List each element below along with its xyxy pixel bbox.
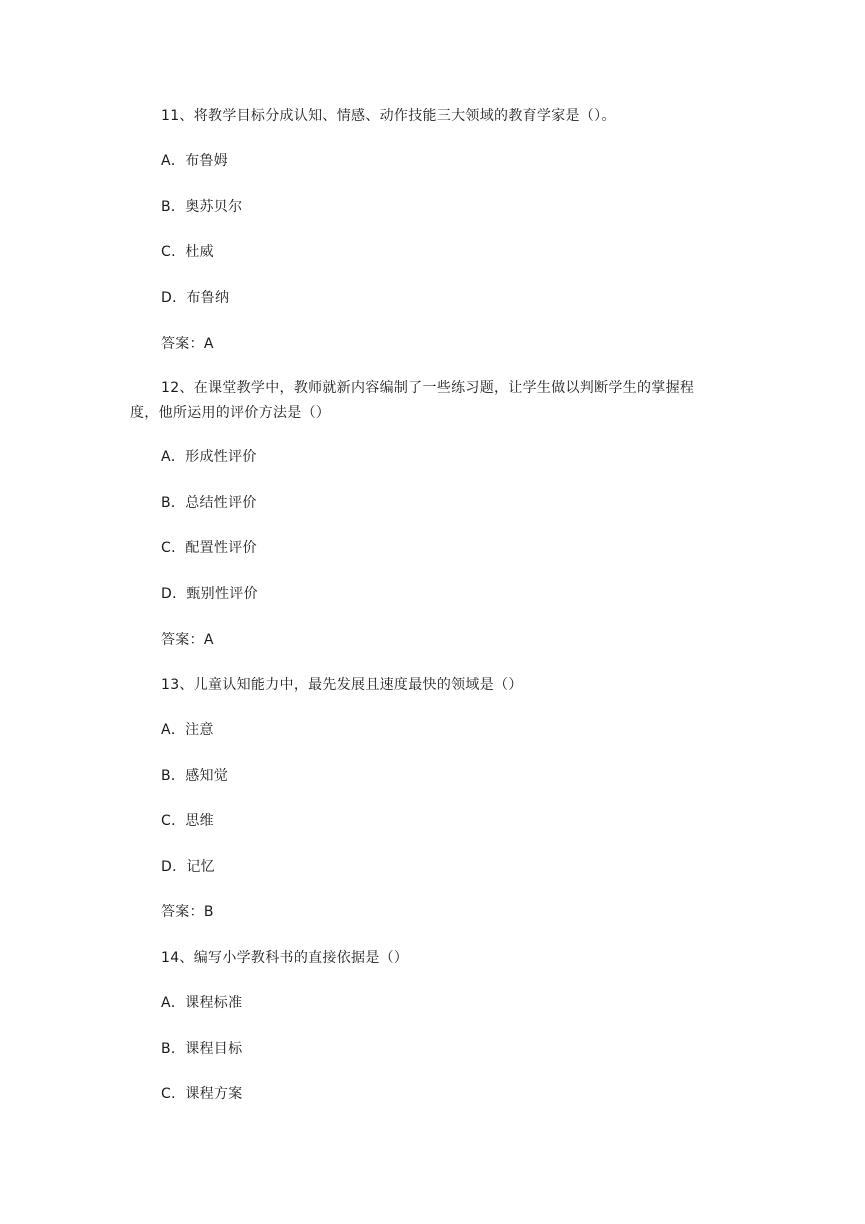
question-11-option-b: B．奥苏贝尔 xyxy=(161,199,243,215)
question-14-option-b: B．课程目标 xyxy=(161,1041,243,1057)
question-12-option-c: C．配置性评价 xyxy=(161,540,257,556)
question-11-stem: 11、将教学目标分成认知、情感、动作技能三大领域的教育学家是（）。 xyxy=(161,108,616,124)
question-11-option-d: D．布鲁纳 xyxy=(161,290,230,306)
question-14-option-c: C．课程方案 xyxy=(161,1086,243,1102)
question-12-option-a: A．形成性评价 xyxy=(161,449,257,465)
question-12-answer: 答案：A xyxy=(161,632,214,648)
question-11-option-a: A．布鲁姆 xyxy=(161,153,229,169)
question-13-stem: 13、儿童认知能力中，最先发展且速度最快的领域是（） xyxy=(161,677,523,693)
question-13-answer: 答案：B xyxy=(161,904,214,920)
question-13-option-b: B．感知觉 xyxy=(161,768,229,784)
question-13-option-a: A．注意 xyxy=(161,722,214,738)
question-12-stem-line2: 度，他所运用的评价方法是（） xyxy=(130,405,331,421)
question-13-option-d: D．记忆 xyxy=(161,859,215,875)
question-11-answer: 答案：A xyxy=(161,336,214,352)
question-11-option-c: C．杜威 xyxy=(161,244,214,260)
question-12-stem-line1: 12、在课堂教学中，教师就新内容编制了一些练习题，让学生做以判断学生的掌握程 xyxy=(161,380,695,396)
question-12-option-d: D．甄别性评价 xyxy=(161,586,258,602)
question-13-option-c: C．思维 xyxy=(161,813,214,829)
question-14-stem: 14、编写小学教科书的直接依据是（） xyxy=(161,950,409,966)
question-12-option-b: B．总结性评价 xyxy=(161,495,257,511)
question-14-option-a: A．课程标准 xyxy=(161,995,243,1011)
